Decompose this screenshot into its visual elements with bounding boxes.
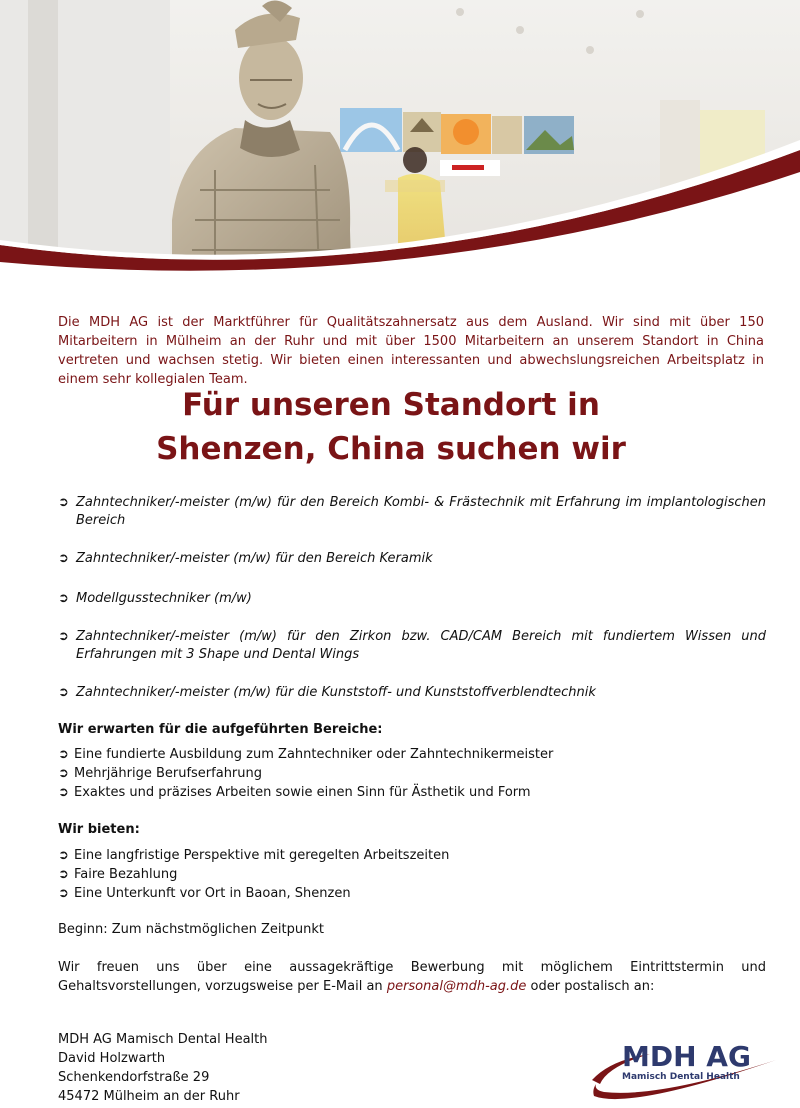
start-date-text: Beginn: Zum nächstmöglichen Zeitpunkt xyxy=(58,922,324,937)
list-item-text: Mehrjährige Berufserfahrung xyxy=(74,766,263,781)
list-item-text: Eine Unterkunft vor Ort in Baoan, Shenzen xyxy=(74,886,351,901)
address-line: MDH AG Mamisch Dental Health xyxy=(58,1032,268,1047)
arrow-right-icon: ➲ xyxy=(58,785,69,800)
logo-tagline: Mamisch Dental Health xyxy=(622,1072,740,1082)
headline-line-2: Shenzen, China suchen wir xyxy=(156,431,626,467)
application-text-after: oder postalisch an: xyxy=(526,979,655,994)
offer-title: Wir bieten: xyxy=(58,822,140,837)
job-position-text: Modellgusstechniker (m/w) xyxy=(76,591,252,606)
header-photo-illustration xyxy=(0,0,800,300)
address-line: Schenkendorfstraße 29 xyxy=(58,1070,210,1085)
list-item xyxy=(58,783,553,802)
arrow-right-icon: ➲ xyxy=(58,848,69,863)
address-line: 45472 Mülheim an der Ruhr xyxy=(58,1089,240,1104)
arrow-right-icon: ➲ xyxy=(58,591,69,606)
list-item xyxy=(58,764,553,783)
arrow-right-icon: ➲ xyxy=(58,629,69,644)
arrow-right-icon: ➲ xyxy=(58,495,69,510)
arrow-right-icon: ➲ xyxy=(58,685,69,700)
arrow-right-icon: ➲ xyxy=(58,551,69,566)
job-position xyxy=(58,684,766,702)
list-item xyxy=(58,884,449,903)
headline xyxy=(0,383,782,471)
job-position xyxy=(58,494,766,530)
list-item-text: Eine fundierte Ausbildung zum Zahntechniker oder Zahntechnikermeister xyxy=(74,747,554,762)
list-item-text: Eine langfristige Perspektive mit geregelten Arbeitszeiten xyxy=(74,848,450,863)
arrow-right-icon: ➲ xyxy=(58,766,69,781)
headline-line-1: Für unseren Standort in xyxy=(182,387,600,423)
intro-text: Die MDH AG ist der Marktführer für Qualitätszahnersatz aus dem Ausland. Wir sind mit über 150 Mitarbeitern in Mülheim an der Ruhr und mit über 1500 Mitarbeitern an unserem Standort in China vertreten und wachsen stetig. Wir bieten einen interessanten und abwechslungsreichen Arbeitsplatz in einem sehr kollegialen Team. xyxy=(58,315,764,387)
list-item xyxy=(58,745,553,764)
header-photo xyxy=(0,0,800,300)
list-item-text: Exaktes und präzises Arbeiten sowie einen Sinn für Ästhetik und Form xyxy=(74,785,531,800)
address-line: David Holzwarth xyxy=(58,1051,166,1066)
job-position-text: Zahntechniker/-meister (m/w) für die Kunststoff- und Kunststoffverblendtechnik xyxy=(76,685,596,700)
expect-list xyxy=(58,745,553,802)
job-position-text: Zahntechniker/-meister (m/w) für den Bereich Kombi- & Frästechnik mit Erfahrung im implantologischen Bereich xyxy=(76,495,766,528)
logo-name: MDH AG xyxy=(622,1040,751,1073)
arrow-right-icon: ➲ xyxy=(58,886,69,901)
job-position-text: Zahntechniker/-meister (m/w) für den Bereich Keramik xyxy=(76,551,433,566)
expect-title: Wir erwarten für die aufgeführten Bereiche: xyxy=(58,722,383,737)
offer-list xyxy=(58,846,449,903)
arrow-right-icon: ➲ xyxy=(58,747,69,762)
job-position xyxy=(58,550,766,568)
job-position-text: Zahntechniker/-meister (m/w) für den Zirkon bzw. CAD/CAM Bereich mit fundiertem Wissen und Erfahrungen mit 3 Shape und Dental Wings xyxy=(76,629,766,662)
job-position xyxy=(58,628,766,664)
application-text xyxy=(58,958,766,996)
list-item-text: Faire Bezahlung xyxy=(74,867,178,882)
arrow-right-icon: ➲ xyxy=(58,867,69,882)
list-item xyxy=(58,846,449,865)
postal-address xyxy=(58,1030,268,1106)
email-link[interactable]: personal@mdh-ag.de xyxy=(386,979,527,994)
company-logo xyxy=(590,1040,780,1102)
application-text-before: Wir freuen uns über eine aussagekräftige Bewerbung mit möglichem Eintrittstermin und Gehaltsvorstellungen, vorzugsweise per E-Mail an xyxy=(58,960,766,994)
list-item xyxy=(58,865,449,884)
job-position xyxy=(58,590,766,608)
